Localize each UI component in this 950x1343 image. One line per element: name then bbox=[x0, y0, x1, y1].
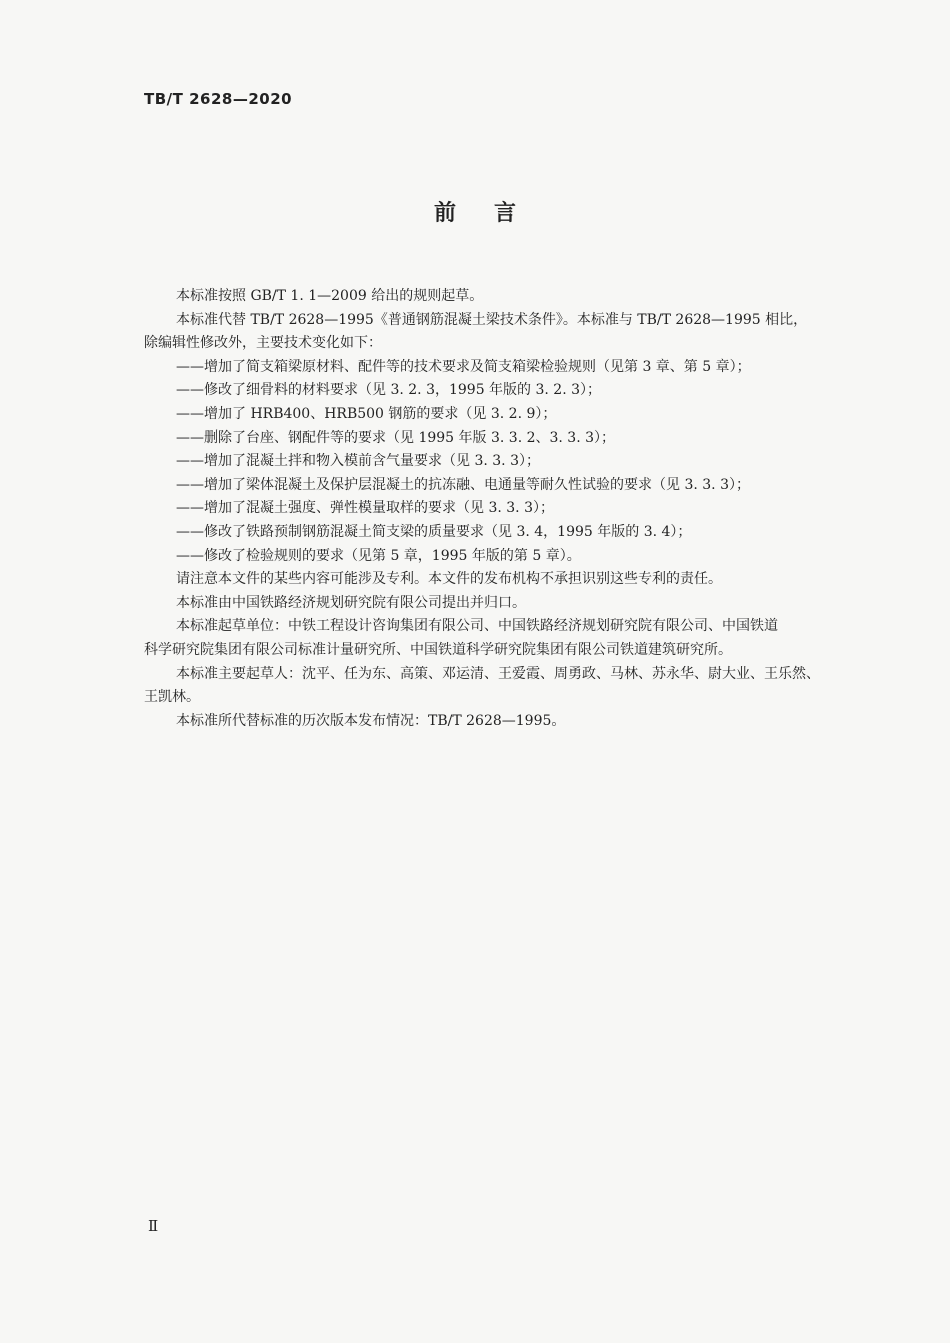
paragraph-drafters-line2: 王凯林。 bbox=[144, 689, 200, 706]
change-item: ——增加了梁体混凝土及保护层混凝土的抗冻融、电通量等耐久性试验的要求（见 3. 3. 3）； bbox=[176, 476, 750, 493]
change-item: ——增加了混凝土拌和物入模前含气量要求（见 3. 3. 3）； bbox=[176, 453, 540, 470]
paragraph-drafters-line1: 本标准主要起草人：沈平、任为东、高策、邓运清、王爱霞、周勇政、马林、苏永华、尉大业、王乐然、 bbox=[176, 665, 820, 682]
change-item: ——修改了细骨料的材料要求（见 3. 2. 3，1995 年版的 3. 2. 3）； bbox=[176, 382, 602, 399]
change-item: ——修改了检验规则的要求（见第 5 章，1995 年版的第 5 章）。 bbox=[176, 547, 581, 564]
change-item: ——增加了混凝土强度、弹性模量取样的要求（见 3. 3. 3）； bbox=[176, 500, 554, 517]
document-id: TB/T 2628—2020 bbox=[144, 90, 293, 108]
foreword-body bbox=[144, 285, 882, 733]
paragraph-replaces-line2: 除编辑性修改外，主要技术变化如下： bbox=[144, 335, 382, 352]
paragraph-proposer: 本标准由中国铁路经济规划研究院有限公司提出并归口。 bbox=[176, 594, 526, 611]
paragraph-drafting-rules: 本标准按照 GB/T 1. 1—2009 给出的规则起草。 bbox=[176, 288, 484, 304]
paragraph-patent-notice: 请注意本文件的某些内容可能涉及专利。本文件的发布机构不承担识别这些专利的责任。 bbox=[176, 571, 722, 588]
paragraph-history: 本标准所代替标准的历次版本发布情况：TB/T 2628—1995。 bbox=[176, 712, 566, 729]
change-item: ——增加了 HRB400、HRB500 钢筋的要求（见 3. 2. 9）； bbox=[176, 405, 557, 422]
change-item: ——删除了台座、钢配件等的要求（见 1995 年版 3. 3. 2、3. 3. 3）； bbox=[176, 429, 616, 446]
paragraph-replaces-line1: 本标准代替 TB/T 2628—1995《普通钢筋混凝土梁技术条件》。本标准与 TB/T 2628—1995 相比， bbox=[176, 311, 808, 328]
change-item: ——增加了简支箱梁原材料、配件等的技术要求及简支箱梁检验规则（见第 3 章、第 5 章）； bbox=[176, 358, 751, 375]
paragraph-drafting-units-line1: 本标准起草单位：中铁工程设计咨询集团有限公司、中国铁路经济规划研究院有限公司、中国铁道 bbox=[176, 618, 778, 635]
page-number: Ⅱ bbox=[148, 1217, 159, 1235]
paragraph-drafting-units-line2: 科学研究院集团有限公司标准计量研究所、中国铁道科学研究院集团有限公司铁道建筑研究所。 bbox=[144, 641, 732, 658]
page-title: 前言 bbox=[433, 201, 554, 226]
change-item: ——修改了铁路预制钢筋混凝土简支梁的质量要求（见 3. 4，1995 年版的 3. 4）； bbox=[176, 523, 692, 540]
